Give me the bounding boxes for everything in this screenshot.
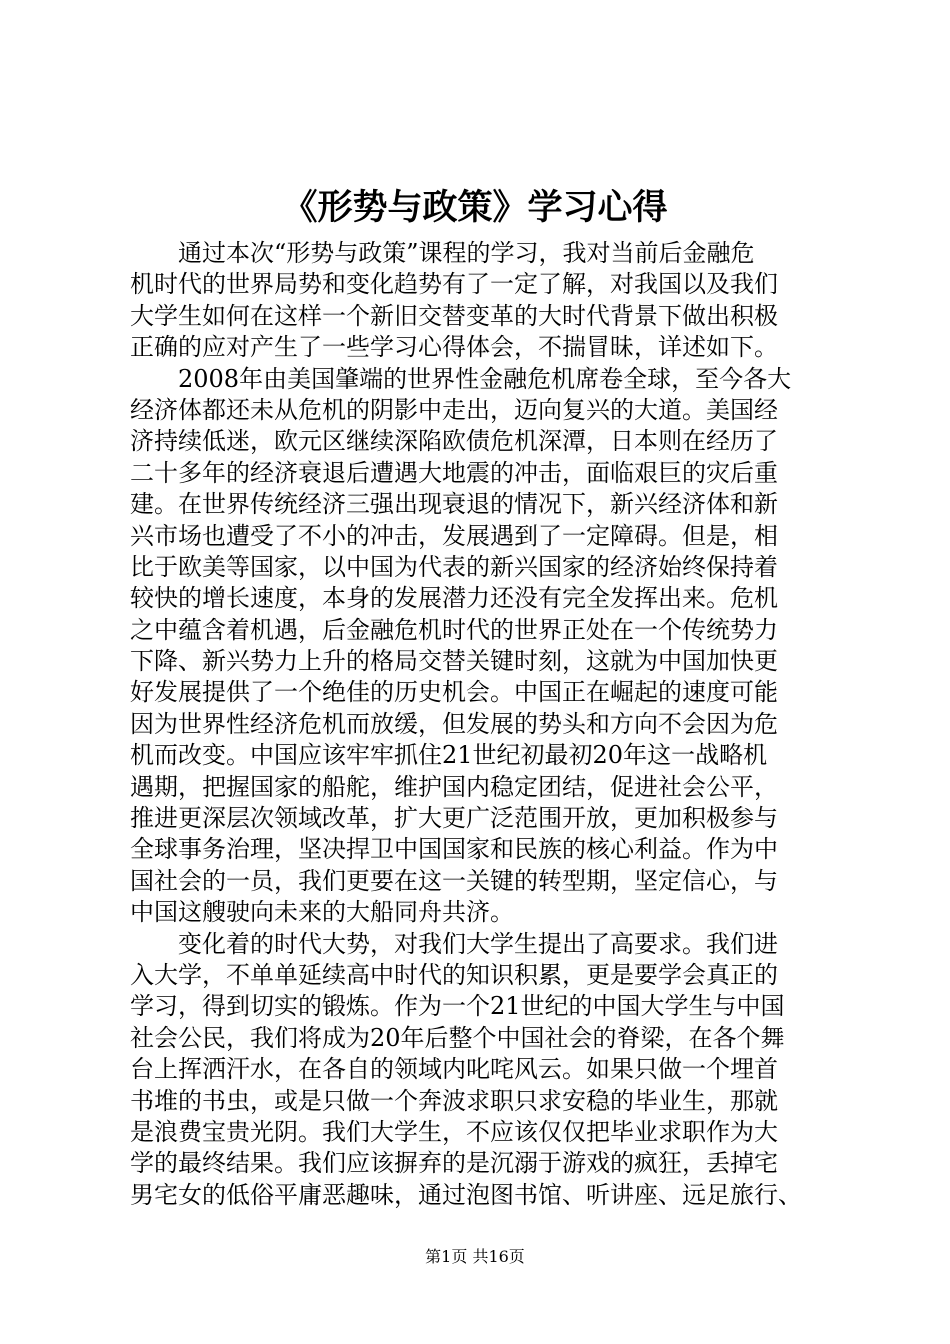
paragraph-2-line-10: 下降、新兴势力上升的格局交替关键时刻，这就为中国加快更 (130, 647, 778, 676)
paragraph-2-line-12: 因为世界性经济危机而放缓，但发展的势头和方向不会因为危 (130, 709, 778, 738)
document-body (130, 238, 830, 1211)
paragraph-2-line-17: 国社会的一员，我们更要在这一关键的转型期，坚定信心，与 (130, 866, 778, 895)
paragraph-1-line-4: 正确的应对产生了一些学习心得体会，不揣冒昧，详述如下。 (130, 333, 778, 362)
paragraph-3-line-4: 社会公民，我们将成为20年后整个中国社会的脊梁，在各个舞 (130, 1023, 785, 1052)
paragraph-3-line-3: 学习，得到切实的锻炼。作为一个21世纪的中国大学生与中国 (130, 992, 785, 1021)
paragraph-2-line-13: 机而改变。中国应该牢牢抓住21世纪初最初20年这一战略机 (130, 741, 768, 770)
paragraph-2-line-4: 二十多年的经济衰退后遭遇大地震的冲击，面临艰巨的灾后重 (130, 458, 778, 487)
paragraph-1-line-2: 机时代的世界局势和变化趋势有了一定了解，对我国以及我们 (130, 270, 778, 299)
paragraph-2-line-6: 兴市场也遭受了不小的冲击，发展遇到了一定障碍。但是，相 (130, 521, 778, 550)
paragraph-2-line-15: 推进更深层次领域改革，扩大更广泛范围开放，更加积极参与 (130, 804, 778, 833)
paragraph-2-line-8: 较快的增长速度，本身的发展潜力还没有完全发挥出来。危机 (130, 584, 778, 613)
paragraph-2-line-11: 好发展提供了一个绝佳的历史机会。中国正在崛起的速度可能 (130, 678, 778, 707)
paragraph-2-line-3: 济持续低迷，欧元区继续深陷欧债危机深潭，日本则在经历了 (130, 427, 778, 456)
paragraph-3-line-5: 台上挥洒汗水，在各自的领域内叱咤风云。如果只做一个埋首 (130, 1055, 778, 1084)
paragraph-2-line-14: 遇期，把握国家的船舵，维护国内稳定团结，促进社会公平， (130, 772, 778, 801)
paragraph-2-line-9: 之中蕴含着机遇，后金融危机时代的世界正处在一个传统势力 (130, 615, 778, 644)
paragraph-1-line-1: 通过本次“形势与政策”课程的学习，我对当前后金融危 (178, 239, 755, 267)
paragraph-2-line-2: 经济体都还未从危机的阴影中走出，迈向复兴的大道。美国经 (130, 395, 778, 424)
page-number-footer: 第1页 共16页 (425, 1247, 525, 1266)
paragraph-3-line-8: 学的最终结果。我们应该摒弃的是沉溺于游戏的疯狂，丢掉宅 (130, 1149, 778, 1178)
paragraph-2-line-5: 建。在世界传统经济三强出现衰退的情况下，新兴经济体和新 (130, 490, 778, 519)
paragraph-3-line-2: 入大学，不单单延续高中时代的知识积累，更是要学会真正的 (130, 960, 778, 989)
paragraph-2-line-7: 比于欧美等国家，以中国为代表的新兴国家的经济始终保持着 (130, 552, 778, 581)
paragraph-1-line-3: 大学生如何在这样一个新旧交替变革的大时代背景下做出积极 (130, 301, 778, 330)
paragraph-2-line-16: 全球事务治理，坚决捍卫中国国家和民族的核心利益。作为中 (130, 835, 778, 864)
paragraph-3-line-7: 是浪费宝贵光阴。我们大学生，不应该仅仅把毕业求职作为大 (130, 1117, 778, 1146)
paragraph-3-line-1: 变化着的时代大势，对我们大学生提出了高要求。我们进 (178, 929, 778, 958)
paragraph-3-line-9: 男宅女的低俗平庸恶趣味，通过泡图书馆、听讲座、远足旅行、 (130, 1180, 802, 1209)
paragraph-3-line-6: 书堆的书虫，或是只做一个奔波求职只求安稳的毕业生，那就 (130, 1086, 778, 1115)
document-title: 《形势与政策》学习心得 (282, 187, 668, 228)
paragraph-2-line-18: 中国这艘驶向未来的大船同舟共济。 (130, 898, 514, 927)
paragraph-2-line-1: 2008年由美国肇端的世界性金融危机席卷全球，至今各大 (178, 364, 792, 393)
